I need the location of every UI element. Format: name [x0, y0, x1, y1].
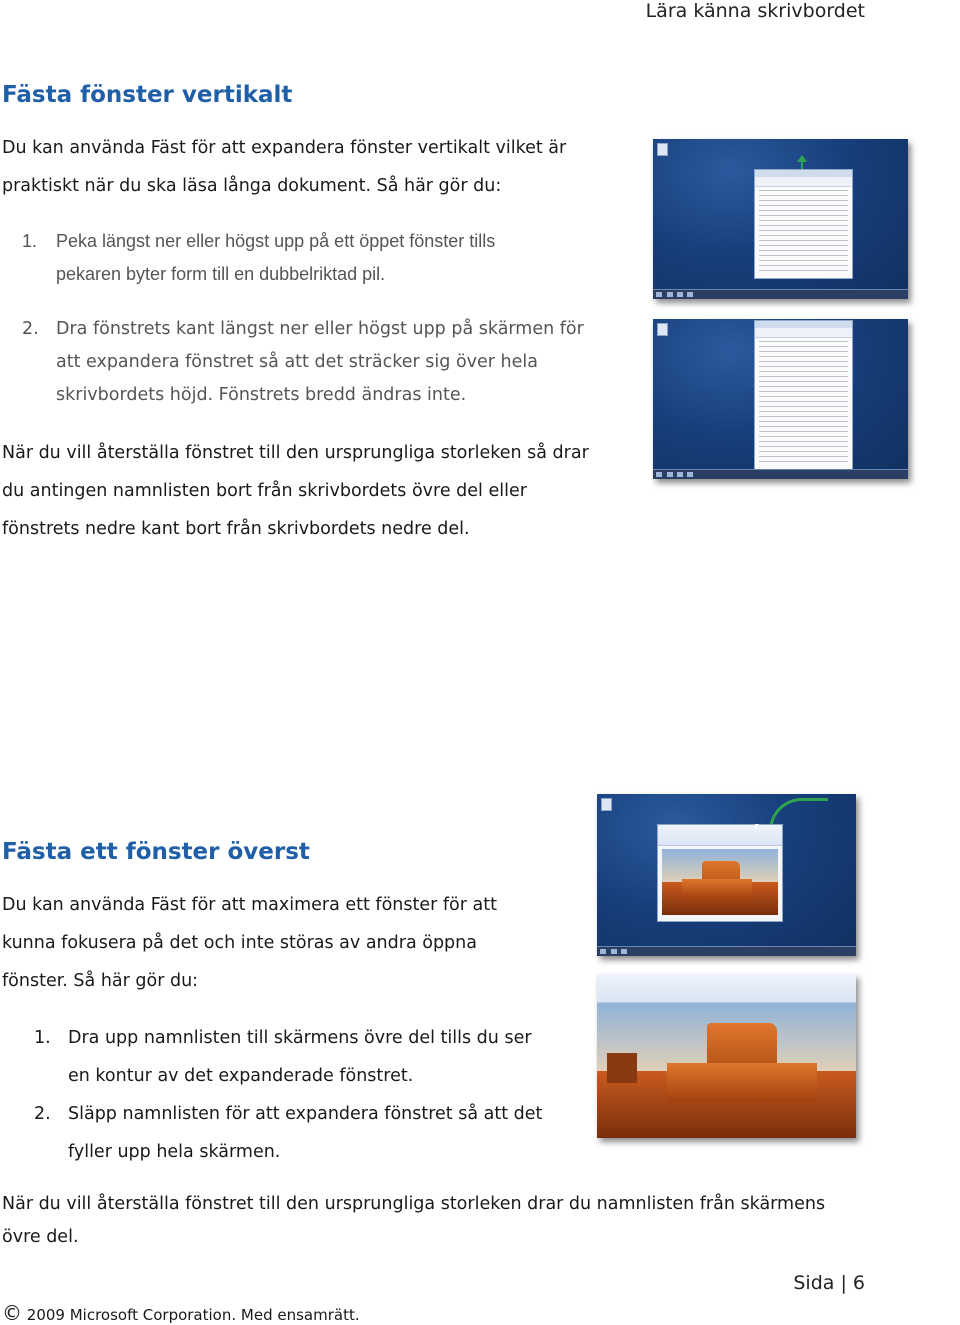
- page-label: Sida: [793, 1272, 835, 1294]
- running-header: Lära känna skrivbordet: [645, 0, 865, 22]
- desktop-screenshot-after: [653, 319, 908, 479]
- section-heading-vertical: Fästa fönster vertikalt: [2, 82, 293, 108]
- text-line: fönster. Så här gör du:: [2, 971, 199, 991]
- text-line: kunna fokusera på det och inte störas av andra öppna: [2, 933, 477, 953]
- taskbar: [653, 289, 908, 299]
- paint-maximized-screenshot: [597, 974, 856, 1138]
- step-text: pekaren byter form till en dubbelriktad pil.: [56, 264, 386, 284]
- document-window: [754, 320, 853, 470]
- copyright-icon: ©: [2, 1301, 22, 1325]
- step-text: Dra fönstrets kant längst ner eller högst upp på skärmen för: [56, 319, 584, 339]
- recycle-bin-icon: [657, 143, 668, 156]
- step-text: Dra upp namnlisten till skärmens övre del tills du ser: [68, 1028, 532, 1048]
- section2-step-2: [34, 1095, 584, 1175]
- text-line: fönstrets nedre kant bort från skrivbordets nedre del.: [2, 519, 470, 539]
- text-line: När du vill återställa fönstret till den ursprungliga storleken drar du namnlisten från skärmens: [2, 1194, 826, 1214]
- taskbar: [597, 946, 856, 956]
- step-text: en kontur av det expanderade fönstret.: [68, 1066, 414, 1086]
- recycle-bin-icon: [601, 798, 612, 811]
- step-number: 2.: [22, 319, 39, 339]
- text-line: När du vill återställa fönstret till den ursprungliga storleken så drar: [2, 443, 589, 463]
- paint-ribbon: [597, 974, 856, 1003]
- step-number: 1.: [34, 1028, 51, 1048]
- section-heading-maximize: Fästa ett fönster överst: [2, 839, 310, 865]
- step-text: Släpp namnlisten för att expandera fönstret så att det: [68, 1104, 543, 1124]
- section1-step-1: [22, 225, 622, 295]
- desktop-screenshot-drag: [597, 794, 856, 956]
- text-line: Du kan använda Fäst för att expandera fönster vertikalt vilket är: [2, 138, 567, 158]
- section2-intro: [2, 886, 582, 1000]
- section1-intro: [2, 129, 622, 205]
- section1-outro: [2, 434, 642, 548]
- section2-outro: [2, 1188, 882, 1254]
- section2-step-1: [34, 1019, 584, 1099]
- paint-window: [657, 824, 783, 922]
- copyright-text: 2009 Microsoft Corporation. Med ensamrätt.: [26, 1306, 360, 1324]
- recycle-bin-icon: [657, 323, 668, 336]
- page-number: [793, 1272, 865, 1294]
- step-text: skrivbordets höjd. Fönstrets bredd ändras inte.: [56, 385, 467, 405]
- taskbar: [653, 469, 908, 479]
- page-separator: |: [840, 1272, 847, 1294]
- document-window: [754, 169, 853, 279]
- step-text: Peka längst ner eller högst upp på ett öppet fönster tills: [56, 231, 496, 251]
- desktop-screenshot-before: [653, 139, 908, 299]
- step-number: 1.: [22, 231, 38, 251]
- step-number: 2.: [34, 1104, 51, 1124]
- step-text: fyller upp hela skärmen.: [68, 1142, 281, 1162]
- text-line: du antingen namnlisten bort från skrivbordets övre del eller: [2, 481, 527, 501]
- page-value: 6: [852, 1272, 865, 1294]
- text-line: praktiskt när du ska läsa långa dokument. Så här gör du:: [2, 176, 502, 196]
- section1-step-2: [22, 313, 622, 413]
- copyright: [2, 1301, 360, 1325]
- text-line: övre del.: [2, 1227, 79, 1247]
- step-text: att expandera fönstret så att det sträcker sig över hela: [56, 352, 538, 372]
- cursor-icon: [755, 824, 759, 831]
- text-line: Du kan använda Fäst för att maximera ett fönster för att: [2, 895, 497, 915]
- photo-canvas: [597, 1003, 856, 1138]
